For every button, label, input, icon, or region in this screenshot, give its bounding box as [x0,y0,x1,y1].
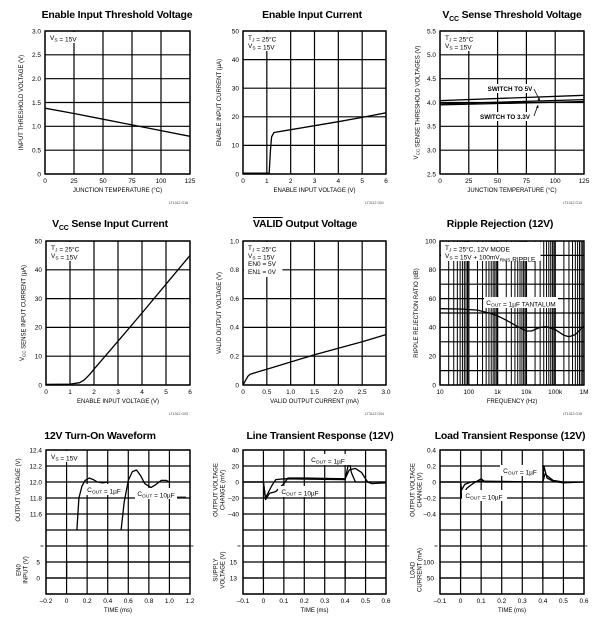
x-tick-label: 1.2 [185,598,195,605]
figure-code: LT1312 G18 [168,201,188,205]
x-tick-label: 0.3 [320,598,330,605]
x-tick-label: 3.0 [381,389,391,396]
annotation-text: $T_J = 25^\circ C$ [51,245,80,254]
x-tick-label: 6 [384,178,388,185]
plot-c1 [19,28,196,205]
y-tick-label: 2.5 [426,171,436,179]
x-tick-label: –0.1 [236,598,250,605]
chart-title: $V_{CC}$ Sense Input Current [52,218,168,233]
y-axis-label: LOAD [410,561,417,579]
series-label: $C_{OUT} = 1\mu F$ TANTALUM [486,300,556,309]
x-axis-label: JUNCTION TEMPERATURE (°C) [467,188,557,194]
x-tick-label: 125 [578,178,590,185]
y-tick-label: –0.4 [423,511,436,519]
plot-c2 [217,28,388,205]
y-tick-label: –0.2 [423,495,436,503]
y-tick-label: 3.0 [31,28,41,36]
annotation-text: $T_J = 25^\circ C$, 12V MODE [445,245,510,254]
annotation-text: $T_J = 25^\circ C$ [248,35,277,44]
plot-frame [243,450,386,594]
x-tick-label: 0 [261,598,266,605]
y-axis-label: OUTPUT VOLTAGE [213,463,220,517]
x-tick-label: 0 [241,389,245,396]
plot-c4 [20,238,192,416]
y-tick-label: 40 [34,267,42,275]
annotation-text: $V_S = 15V$ [51,454,78,463]
annotation-text: $T_J = 25^\circ C$ [445,35,474,44]
x-tick-label: 2.5 [357,389,367,396]
y-tick-label: 12.0 [29,479,42,487]
y-tick-label: 50 [231,28,239,36]
x-tick-label: 1.0 [286,389,296,396]
plot-c5 [217,238,391,416]
x-axis-label: FREQUENCY (Hz) [486,399,538,405]
y-axis-label: CHANGE (mV) [220,469,227,511]
x-tick-label: 10k [521,389,532,396]
y-tick-label: 0 [37,171,41,179]
x-tick-label: 2 [92,389,96,396]
y-tick-label: 20 [428,353,436,361]
y-tick-label: 30 [34,295,42,303]
x-tick-label: 0 [438,178,442,185]
x-tick-label: 100 [463,389,475,396]
y-axis-label: RIPPLE REJECTION RATIO (dB) [414,268,420,358]
y-tick-label: 0 [235,479,239,487]
x-tick-label: 0.2 [299,598,309,605]
annotation-text: EN0 = 5V [248,261,277,268]
x-tick-label: 0.5 [558,598,568,605]
y-tick-label: 30 [231,85,239,93]
x-tick-label: 0.2 [82,598,92,605]
figure-code: LT1312 G13 [562,201,582,205]
y-tick-label: 10 [231,142,239,150]
y-tick-label: 10 [34,353,42,361]
y-tick-label: 0.4 [229,324,239,332]
plot-frame [46,450,190,594]
y-tick-label: 15 [229,559,237,567]
x-axis-label: TIME (ms) [300,608,329,614]
x-tick-label: 0.6 [579,598,589,605]
chart-title: VALID Output Voltage [252,218,358,230]
y-tick-label: 100 [423,559,434,567]
x-tick-label: 100 [155,178,167,185]
figure-code: LT1312 G03 [168,412,188,416]
y-tick-label: 2.0 [31,75,41,83]
y-axis-label: OUTPUT VOLTAGE [410,463,417,517]
annotation-text: $V_S = 15V$ [248,43,275,52]
y-axis-label: EN0 [16,564,23,576]
chart-title: Line Transient Response (12V) [246,430,394,442]
y-tick-label: 50 [426,575,434,583]
x-tick-label: 3 [312,178,317,185]
x-tick-label: 0.8 [144,598,154,605]
x-tick-label: 10 [436,389,444,396]
x-tick-label: 0.4 [538,598,548,605]
y-tick-label: 0.2 [426,463,436,471]
y-axis-label: ENABLE INPUT CURRENT (µA) [217,58,223,147]
y-tick-label: 5 [36,559,40,567]
series-label: $C_{OUT} = 1\mu F$ [311,457,345,466]
series-line [243,562,386,578]
y-tick-label: 12.2 [29,463,42,471]
x-tick-label: 1 [68,389,72,396]
y-axis-label: VALID OUTPUT VOLTAGE (V) [217,272,223,354]
annotation-text: $V_S = 15V$ [248,253,275,262]
annotation-text: $V_S = 15V$ [445,43,472,52]
y-tick-label: 50 [34,238,42,246]
y-tick-label: 20 [34,324,42,332]
x-tick-label: 1.5 [309,389,320,396]
y-tick-label: 40 [428,324,436,332]
x-tick-label: 50 [99,178,107,185]
x-axis-label: TIME (ms) [104,608,132,614]
y-tick-label: 12.4 [29,447,42,455]
axis-break-icon: ≈ [584,544,588,550]
x-tick-label: 1M [579,389,589,396]
y-tick-label: 0 [38,382,42,390]
y-tick-label: 0.6 [229,295,239,303]
series-label: $C_{OUT} = 10\mu F$ [137,491,175,500]
x-tick-label: 125 [184,178,196,185]
axis-break-icon: ≈ [190,544,194,550]
figure-code: LT3112 G04 [365,412,384,416]
plot-c7 [16,447,195,614]
y-axis-label: INPUT (V) [23,556,30,584]
x-tick-label: 25 [465,178,473,185]
chart-title: Enable Input Current [262,9,362,21]
series-line [440,562,584,578]
plot-c6 [414,238,589,416]
y-tick-label: –40 [228,511,239,519]
x-tick-label: 0 [64,598,69,605]
plot-c8 [214,447,391,614]
y-tick-label: 0 [235,382,239,390]
x-tick-label: 4 [336,178,341,185]
x-tick-label: 0.4 [103,598,113,605]
x-tick-label: 75 [522,178,531,185]
y-axis-label: OUTPUT VOLTAGE (V) [16,458,22,522]
x-tick-label: 0 [44,389,48,396]
y-axis-label: SUPPLY [213,558,220,582]
plot-c9 [411,447,589,614]
y-tick-label: 0 [235,171,239,179]
y-tick-label: 80 [428,267,436,275]
series-line [46,562,190,578]
axis-break-icon: ≈ [434,544,438,550]
y-tick-label: 1.0 [31,123,41,131]
x-axis-label: ENABLE INPUT VOLTAGE (V) [273,188,356,194]
x-tick-label: 0.6 [381,598,391,605]
y-tick-label: 2.5 [31,52,41,60]
x-axis-label: ENABLE INPUT VOLTAGE (V) [76,399,160,405]
x-tick-label: 0 [458,598,463,605]
y-tick-label: 40 [231,447,239,455]
y-tick-label: 13 [229,575,237,583]
y-tick-label: 3.5 [426,123,436,131]
x-tick-label: 0.3 [517,598,527,605]
y-tick-label: 0.5 [31,147,41,155]
y-axis-label: CHANGE (V) [417,472,424,508]
y-axis-label: $V_{CC}$ SENSE THRESHOLD VOLTAGES (V) [414,45,422,160]
x-tick-label: 5 [360,178,364,185]
series-label: $C_{OUT} = 10\mu F$ [281,489,319,498]
y-axis-label: $V_{CC}$ SENSE INPUT CURRENT (µA) [20,264,28,362]
y-axis-label: VOLTAGE (V) [220,551,227,589]
y-tick-label: –20 [228,495,239,503]
x-axis-label: JUNCTION TEMPERATURE (°C) [72,188,163,194]
y-tick-label: 0 [432,479,436,487]
y-tick-label: 20 [231,463,239,471]
y-tick-label: 0.8 [229,267,239,275]
annotation-text: $T_J = 25^\circ C$ [248,245,277,254]
x-tick-label: 0 [241,178,245,185]
annotation-text: $V_S = 15V$ [50,35,77,44]
x-tick-label: 0.4 [340,598,350,605]
x-tick-label: 0.1 [476,598,486,605]
y-tick-label: 20 [231,114,239,122]
chart-title: Ripple Rejection (12V) [446,218,554,230]
y-tick-label: 40 [231,56,239,64]
x-tick-label: 0.1 [279,598,289,605]
x-tick-label: 0.2 [497,598,507,605]
x-tick-label: 100 [549,178,561,185]
y-tick-label: 3.0 [426,147,436,155]
annotation-text: EN1 = 0V [248,269,277,276]
x-tick-label: 5 [164,389,168,396]
axis-break-icon: ≈ [386,544,390,550]
x-tick-label: 100k [548,389,563,396]
series-label: SWITCH TO 5V [487,86,533,93]
y-tick-label: 1.5 [31,99,41,107]
series-label: $C_{OUT} = 1\mu F$ [503,468,537,477]
series-line [45,108,190,136]
y-tick-label: 0.2 [229,353,239,361]
annotation-text: $V_S = 15V$ [51,253,78,262]
x-tick-label: 1k [494,389,502,396]
y-axis-label: INPUT THRESHOLD VOLTAGE (V) [19,54,25,151]
y-tick-label: 11.8 [29,495,42,503]
chart-title: 12V Turn-On Waveform [44,430,156,442]
y-tick-label: 5.5 [426,28,436,36]
x-tick-label: 2.0 [333,389,343,396]
figure-code: LT1312 G15 [562,412,582,416]
x-tick-label: 0.6 [123,598,133,605]
figure-code: LT3112 G01 [365,201,384,205]
x-tick-label: 4 [140,389,144,396]
x-tick-label: 2 [288,178,293,185]
x-tick-label: 0.5 [361,598,371,605]
x-tick-label: –0.1 [433,598,447,605]
series-label: SWITCH TO 3.3V [480,114,530,121]
y-tick-label: 0 [432,382,436,390]
x-tick-label: 3 [116,389,120,396]
x-tick-label: 75 [128,178,136,185]
x-tick-label: 25 [70,178,78,185]
x-tick-label: 6 [188,389,192,396]
series-label: $C_{OUT} = 1\mu F$ [87,487,121,496]
x-tick-label: –0.2 [39,598,53,605]
y-tick-label: 1.0 [229,238,239,246]
axis-break-icon: ≈ [40,544,44,550]
y-tick-label: 0.4 [426,447,436,455]
y-tick-label: 4.0 [426,99,436,107]
x-tick-label: 1.0 [164,598,174,605]
x-tick-label: 1 [265,178,269,185]
annotation-text: $V_S = 15V + 100mV_{RMS}$ RIPPLE [445,253,536,264]
x-tick-label: 0 [43,178,47,185]
y-axis-label: CURRENT (mA) [417,548,424,592]
y-tick-label: 11.6 [29,511,42,519]
y-tick-label: 4.5 [426,75,436,83]
x-axis-label: TIME (ms) [498,608,526,614]
chart-title: Enable Input Threshold Voltage [41,9,193,21]
y-tick-label: 60 [428,295,436,303]
chart-title: $V_{CC}$ Sense Threshold Voltage [442,9,582,24]
y-tick-label: 0 [36,575,40,583]
x-tick-label: 0.5 [262,389,272,396]
chart-title: Load Transient Response (12V) [434,430,586,442]
x-axis-label: VALID OUTPUT CURRENT (mA) [270,399,359,405]
series-label: $C_{OUT} = 10\mu F$ [465,493,503,502]
y-tick-label: 100 [425,238,436,246]
y-tick-label: 5.0 [426,52,436,60]
x-tick-label: 50 [493,178,502,185]
axis-break-icon: ≈ [237,544,241,550]
